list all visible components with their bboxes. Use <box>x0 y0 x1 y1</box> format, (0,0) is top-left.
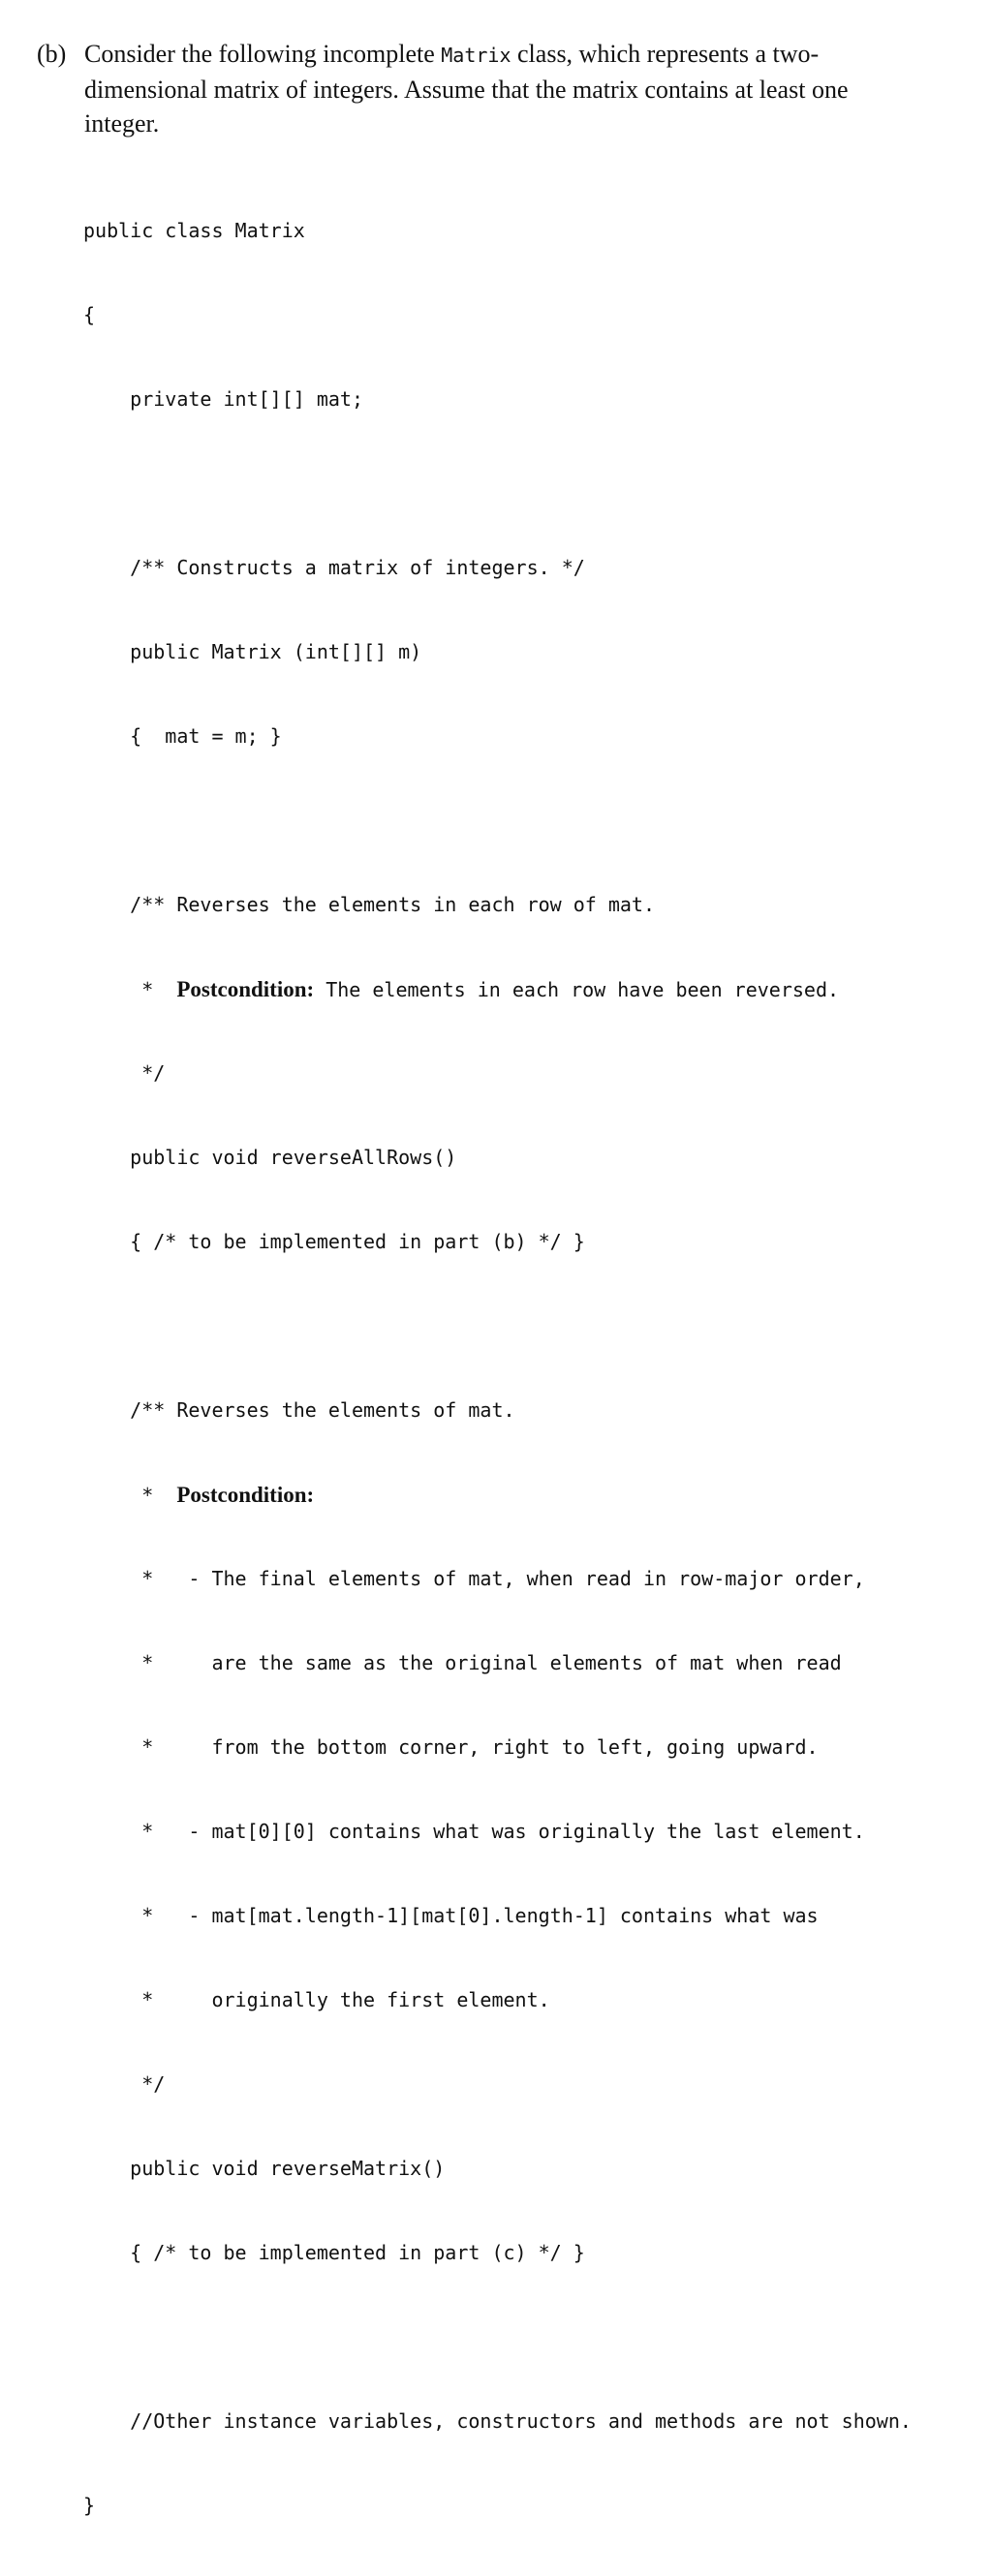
question-text-end: class, which represents a two-dimensional matrix of integers. Assume that the matrix contains at least one integer. <box>84 40 849 138</box>
inline-class-name: Matrix <box>441 44 512 67</box>
code-line-rev-rows-post: * Postcondition: The elements in each row have been reversed. <box>130 977 840 1001</box>
code-line-blank <box>83 470 975 498</box>
code-line-rev-rows-comment-end: */ <box>130 1061 166 1085</box>
postcondition-label: Postcondition: <box>176 977 315 1001</box>
code-line-rev-mat-detail: * are the same as the original elements of mat when read <box>130 1651 842 1674</box>
code-line-rev-mat-detail: * - mat[mat.length-1][mat[0].length-1] contains what was <box>130 1904 819 1927</box>
code-line-rev-rows-comment: /** Reverses the elements in each row of mat. <box>130 893 656 916</box>
code-line-class-decl: public class Matrix <box>83 219 305 242</box>
code-line-field: private int[][] mat; <box>130 387 363 411</box>
code-listing <box>83 161 975 2576</box>
question-marker: (b) <box>37 40 67 68</box>
question-b <box>37 37 909 140</box>
postcondition-label: Postcondition: <box>176 1483 315 1507</box>
code-line-rev-mat-comment: /** Reverses the elements of mat. <box>130 1398 515 1422</box>
code-line-rev-mat-body: { /* to be implemented in part (c) */ } <box>130 2241 585 2264</box>
code-line-ctor-body: { mat = m; } <box>130 724 282 748</box>
code-line-blank <box>83 2323 975 2351</box>
code-line-ctor-sig: public Matrix (int[][] m) <box>130 640 422 663</box>
code-line-open-brace: { <box>83 303 96 326</box>
code-line-rev-mat-comment-end: */ <box>130 2072 166 2096</box>
code-line-blank <box>83 1312 975 1340</box>
question-prompt <box>84 37 898 140</box>
code-line-rev-rows-body: { /* to be implemented in part (b) */ } <box>130 1230 585 1253</box>
code-line-rev-mat-detail: * from the bottom corner, right to left, going upward. <box>130 1735 819 1759</box>
code-line-rev-mat-detail: * originally the first element. <box>130 1988 550 2011</box>
code-line-rev-rows-sig: public void reverseAllRows() <box>130 1146 457 1169</box>
code-line-close-brace: } <box>83 2494 96 2517</box>
code-line-blank <box>83 807 975 835</box>
code-line-rev-mat-detail: * - mat[0][0] contains what was originally the last element. <box>130 1820 865 1843</box>
code-line-ctor-comment: /** Constructs a matrix of integers. */ <box>130 556 585 579</box>
question-text-start: Consider the following incomplete <box>84 40 442 68</box>
code-line-rev-mat-detail: * - The final elements of mat, when read in row-major order, <box>130 1567 865 1590</box>
code-line-rev-mat-post: * Postcondition: <box>130 1483 315 1507</box>
code-line-rev-mat-sig: public void reverseMatrix() <box>130 2157 446 2180</box>
code-line-other-comment: //Other instance variables, constructors and methods are not shown. <box>130 2409 912 2433</box>
